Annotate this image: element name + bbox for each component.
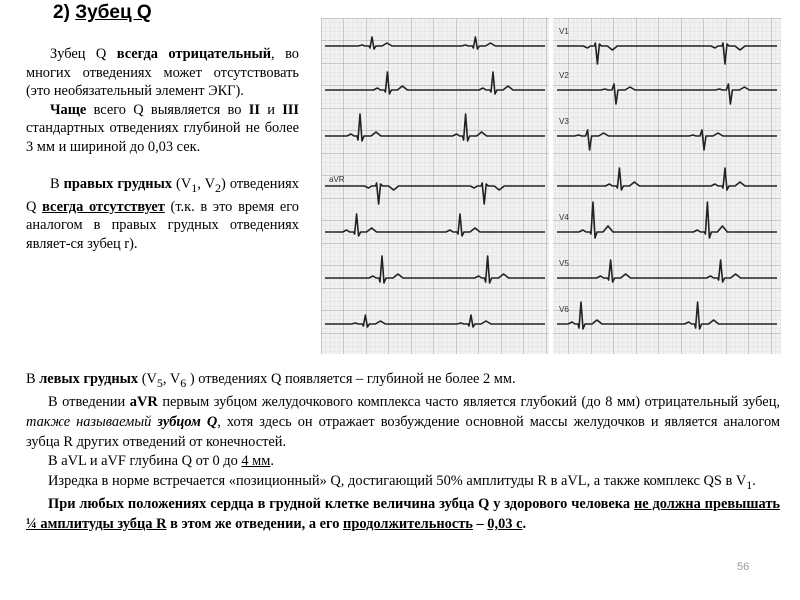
text-run-bold-underline: продолжительность xyxy=(343,515,473,532)
subscript: 6 xyxy=(180,375,187,390)
subscript: 5 xyxy=(156,375,163,390)
text-run-bold: левых грудных xyxy=(39,371,139,387)
text-run: . xyxy=(752,472,756,489)
text-run: , во многих отведениях может отсутствовать (это необязательный элемент ЭКГ). xyxy=(26,46,300,100)
ecg-lead-label: V5 xyxy=(559,259,569,268)
text-run-bold: . xyxy=(522,515,527,532)
text-run: первым зубцом желудочкового комплекса часто является глубокий (до 8 мм) отрицательный зубец, xyxy=(157,394,780,411)
text-run: ) отведениях Q появляется – глубиной не более 2 мм. xyxy=(186,371,516,387)
ecg-lead-label: V6 xyxy=(559,305,569,314)
paragraph-conclusion xyxy=(26,495,780,534)
text-run: (V xyxy=(172,176,192,193)
paragraph-q-leads xyxy=(26,101,299,157)
paragraph-positional-q xyxy=(26,472,780,495)
ecg-lead-label: V3 xyxy=(559,117,569,126)
text-run-bold: Чаще xyxy=(50,101,87,118)
paragraph-left-chest xyxy=(26,370,780,393)
text-run: , V xyxy=(197,176,216,193)
paragraph-right-chest xyxy=(26,175,299,253)
text-run-underline: 4 мм xyxy=(241,453,271,470)
text-run: В aVL и aVF глубина Q от 0 до xyxy=(48,453,242,470)
ecg-lead-label: V2 xyxy=(559,71,569,80)
subscript: 2 xyxy=(215,181,222,196)
ecg-strips-image xyxy=(321,18,781,354)
text-run: , V xyxy=(162,371,181,387)
text-run-bold: II xyxy=(248,101,260,118)
text-run-italic: также называемый xyxy=(26,414,158,431)
slide-title xyxy=(53,2,152,24)
text-run-bold: в этом же отведении, а его xyxy=(166,515,344,532)
text-run: хотя здесь он отражает возбуждение основной массы желудочков и является аналогом зубца R других отведений от конечностей. xyxy=(26,414,780,450)
paragraph-avr xyxy=(26,393,780,452)
paragraph-q-negative xyxy=(26,45,299,101)
ecg-lead-label: aVR xyxy=(329,175,345,184)
text-run: ) отведениях Q xyxy=(26,176,299,215)
text-run-bold-underline: всегда отсутствует xyxy=(42,198,165,215)
text-run: Изредка в норме встречается «позиционный» Q, достигающий 50% амплитуды R в aVL, а также комплекс QS в V xyxy=(48,472,747,489)
text-run-bold: aVR xyxy=(129,394,158,411)
text-run: Зубец Q xyxy=(50,46,117,62)
text-run: , xyxy=(217,414,221,431)
text-run-bold: всегда отрицательный xyxy=(116,46,272,62)
spacer xyxy=(26,157,299,176)
text-run: всего Q выявляется во xyxy=(86,101,249,118)
text-run-bold: При любых положениях сердца в грудной клетке величина зубца Q у здорового человека xyxy=(48,496,634,513)
text-run: стандартных отведениях глубиной не более 3 мм и шириной до 0,03 сек. xyxy=(26,120,299,155)
text-run: . xyxy=(270,453,274,470)
text-run: (V xyxy=(138,371,157,387)
subscript: 1 xyxy=(191,181,198,196)
text-run: (т.к. в это время его аналогом в правых грудных отведениях являет-ся зубец r). xyxy=(26,198,299,252)
bottom-text xyxy=(26,370,780,535)
paragraph-avl-avf xyxy=(26,452,780,472)
text-run: и xyxy=(259,101,283,118)
left-text-column xyxy=(26,45,299,253)
text-run: В xyxy=(26,371,40,387)
text-run-bold: – xyxy=(472,515,488,532)
text-run: В отведении xyxy=(48,394,130,411)
ecg-lead-label: V1 xyxy=(559,27,569,36)
title-text: Зубец Q xyxy=(75,2,152,23)
title-number: 2) xyxy=(53,2,70,23)
text-run-bold-underline: 0,03 с xyxy=(487,515,523,532)
page-number: 56 xyxy=(737,561,750,573)
text-run: В xyxy=(50,176,64,193)
text-run-bold: III xyxy=(282,101,299,118)
text-run-bold: правых грудных xyxy=(63,176,173,193)
text-run-bold-italic: зубцом Q xyxy=(157,414,218,431)
subscript: 1 xyxy=(746,477,753,492)
text-run-bold-underline: не должна превышать ¼ амплитуды зубца R xyxy=(26,496,780,532)
ecg-lead-label: V4 xyxy=(559,213,569,222)
